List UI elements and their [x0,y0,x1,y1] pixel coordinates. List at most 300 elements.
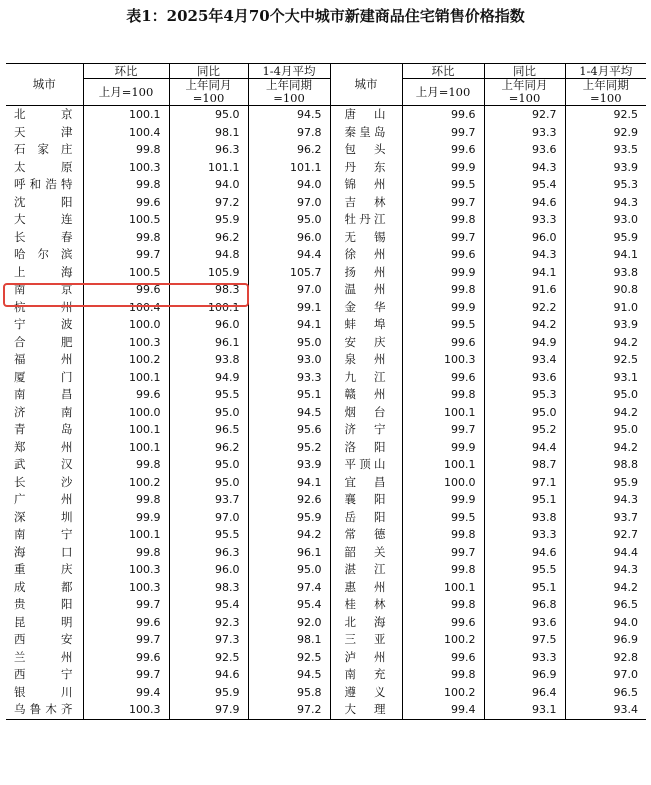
cell-right-yoy: 94.6 [484,194,565,212]
table-row [6,526,646,544]
cell-right-city: 烟台 [330,404,402,422]
cell-left-city: 重庆 [14,562,73,577]
cell-right-city: 泉州 [330,351,402,369]
subheader-avg-left: 上年同期 =100 [248,79,330,106]
cell-left-avg: 94.4 [248,246,330,264]
cell-left-mom: 99.9 [83,509,169,527]
cell-right-mom: 99.7 [402,194,484,212]
cell-left-city: 银川 [14,684,73,699]
cell-left-avg: 96.0 [248,229,330,247]
cell-right-avg: 93.9 [565,159,646,177]
table-row [6,264,646,282]
cell-left-yoy: 95.9 [169,684,248,702]
cell-right-city: 常德 [330,526,402,544]
cell-left-city: 郑州 [14,439,73,454]
cell-left-city: 深圳 [14,509,73,524]
cell-right-avg: 94.3 [565,491,646,509]
cell-left-mom: 100.3 [83,159,169,177]
cell-left-avg: 95.0 [248,561,330,579]
cell-left-yoy: 95.5 [169,526,248,544]
cell-left-mom: 100.2 [83,474,169,492]
cell-left-mom: 100.3 [83,561,169,579]
cell-left-mom: 100.0 [83,404,169,422]
cell-right-mom: 99.8 [402,596,484,614]
cell-right-city: 洛阳 [330,439,402,457]
cell-left-avg: 92.0 [248,614,330,632]
cell-right-avg: 94.0 [565,614,646,632]
cell-left-avg: 97.8 [248,124,330,142]
cell-right-mom: 100.2 [402,684,484,702]
cell-left-avg: 95.4 [248,596,330,614]
cell-left-mom: 100.3 [83,579,169,597]
cell-left-yoy: 92.3 [169,614,248,632]
cell-right-city: 丹东 [330,159,402,177]
table-row [6,176,646,194]
cell-left-yoy: 93.7 [169,491,248,509]
subheader-yoy-left: 上年同月 =100 [169,79,248,106]
cell-left-yoy: 93.8 [169,351,248,369]
cell-left-mom: 100.1 [83,106,169,124]
cell-left-mom: 99.8 [83,176,169,194]
cell-right-mom: 100.3 [402,351,484,369]
cell-right-city: 南充 [330,666,402,684]
header-mom-right: 环比 [402,64,484,79]
cell-right-mom: 99.8 [402,526,484,544]
cell-left-mom: 99.7 [83,246,169,264]
cell-left-mom: 100.2 [83,351,169,369]
cell-right-avg: 97.0 [565,666,646,684]
cell-right-city: 安庆 [330,334,402,352]
cell-right-avg: 94.4 [565,544,646,562]
cell-right-yoy: 95.5 [484,561,565,579]
table-row [6,666,646,684]
cell-right-city: 平顶山 [330,456,402,474]
cell-left-city: 沈阳 [14,194,73,209]
table-row [6,561,646,579]
cell-right-yoy: 92.7 [484,106,565,124]
cell-right-avg: 92.8 [565,649,646,667]
header-avg-left: 1-4月平均 [248,64,330,79]
cell-left-avg: 94.5 [248,666,330,684]
cell-right-avg: 95.0 [565,421,646,439]
cell-right-city: 大理 [330,701,402,719]
header-city-right: 城市 [330,64,402,106]
table-row [6,124,646,142]
cell-left-mom: 99.6 [83,194,169,212]
cell-left-mom: 100.5 [83,264,169,282]
cell-left-yoy: 101.1 [169,159,248,177]
cell-right-mom: 99.9 [402,439,484,457]
cell-left-avg: 96.2 [248,141,330,159]
cell-left-mom: 100.1 [83,526,169,544]
cell-right-yoy: 94.2 [484,316,565,334]
cell-left-avg: 94.0 [248,176,330,194]
cell-left-yoy: 98.3 [169,281,248,299]
cell-right-mom: 99.7 [402,124,484,142]
cell-right-yoy: 93.4 [484,351,565,369]
cell-right-city: 唐山 [330,106,402,124]
cell-right-city: 桂林 [330,596,402,614]
cell-right-city: 金华 [330,299,402,317]
table-row [6,369,646,387]
header-city-left: 城市 [6,64,83,106]
table-row [6,596,646,614]
table-row [6,386,646,404]
cell-right-mom: 100.2 [402,631,484,649]
cell-left-avg: 101.1 [248,159,330,177]
table-row [6,474,646,492]
cell-right-avg: 93.0 [565,211,646,229]
cell-left-avg: 99.1 [248,299,330,317]
cell-right-mom: 99.6 [402,369,484,387]
cell-right-avg: 96.9 [565,631,646,649]
cell-right-city: 秦皇岛 [330,124,402,142]
cell-right-avg: 94.3 [565,194,646,212]
cell-left-yoy: 97.0 [169,509,248,527]
cell-right-yoy: 96.0 [484,229,565,247]
cell-left-city: 杭州 [14,299,73,314]
cell-right-avg: 93.7 [565,509,646,527]
cell-right-mom: 99.9 [402,491,484,509]
cell-left-city: 厦门 [14,369,73,384]
cell-right-mom: 99.8 [402,281,484,299]
cell-left-city: 哈尔滨 [14,247,73,262]
cell-left-city: 南京 [14,282,73,297]
cell-right-mom: 99.5 [402,316,484,334]
cell-right-mom: 99.7 [402,421,484,439]
cell-left-yoy: 95.0 [169,456,248,474]
cell-left-city: 福州 [14,352,73,367]
subheader-yoy-right: 上年同月 =100 [484,79,565,106]
price-index-table [6,63,646,720]
cell-left-avg: 97.0 [248,194,330,212]
table-row [6,684,646,702]
cell-left-mom: 100.1 [83,421,169,439]
table-row [6,404,646,422]
cell-right-city: 锦州 [330,176,402,194]
table-row [6,334,646,352]
cell-right-city: 三亚 [330,631,402,649]
cell-right-city: 遵义 [330,684,402,702]
subheader-mom-right: 上月=100 [402,79,484,106]
cell-right-avg: 96.5 [565,596,646,614]
cell-right-city: 蚌埠 [330,316,402,334]
cell-left-mom: 99.6 [83,614,169,632]
cell-right-mom: 100.1 [402,579,484,597]
cell-left-mom: 99.8 [83,544,169,562]
cell-left-mom: 100.3 [83,701,169,719]
cell-right-avg: 94.2 [565,579,646,597]
cell-right-avg: 94.2 [565,404,646,422]
table-row [6,159,646,177]
cell-left-avg: 94.2 [248,526,330,544]
cell-left-city: 南昌 [14,387,73,402]
cell-left-mom: 99.6 [83,386,169,404]
cell-left-avg: 94.1 [248,316,330,334]
cell-left-yoy: 96.2 [169,229,248,247]
table-row [6,491,646,509]
table-row [6,544,646,562]
cell-left-city: 西宁 [14,667,73,682]
cell-right-mom: 99.8 [402,211,484,229]
cell-right-city: 牡丹江 [330,211,402,229]
cell-right-avg: 94.2 [565,334,646,352]
cell-left-avg: 97.0 [248,281,330,299]
cell-right-avg: 95.3 [565,176,646,194]
cell-left-yoy: 92.5 [169,649,248,667]
cell-left-yoy: 98.3 [169,579,248,597]
table-row [6,351,646,369]
cell-left-yoy: 96.5 [169,421,248,439]
cell-left-yoy: 95.5 [169,386,248,404]
cell-right-yoy: 95.4 [484,176,565,194]
cell-right-avg: 92.5 [565,351,646,369]
table-row [6,456,646,474]
cell-left-mom: 99.7 [83,596,169,614]
cell-right-city: 湛江 [330,561,402,579]
table-row [6,509,646,527]
table-row [6,106,646,124]
cell-right-yoy: 94.9 [484,334,565,352]
table-row [6,614,646,632]
cell-left-city: 呼和浩特 [14,177,73,192]
cell-left-yoy: 96.3 [169,544,248,562]
cell-right-yoy: 96.4 [484,684,565,702]
cell-right-yoy: 93.3 [484,649,565,667]
table-row [6,421,646,439]
cell-left-city: 昆明 [14,614,73,629]
cell-right-mom: 99.9 [402,299,484,317]
cell-right-avg: 92.7 [565,526,646,544]
cell-right-yoy: 95.1 [484,491,565,509]
cell-right-mom: 99.6 [402,106,484,124]
cell-left-mom: 100.4 [83,299,169,317]
cell-left-avg: 92.6 [248,491,330,509]
table-row [6,649,646,667]
cell-right-yoy: 97.5 [484,631,565,649]
cell-right-yoy: 94.3 [484,159,565,177]
cell-right-yoy: 96.8 [484,596,565,614]
cell-right-city: 徐州 [330,246,402,264]
cell-right-avg: 92.9 [565,124,646,142]
cell-right-mom: 99.6 [402,614,484,632]
cell-left-avg: 94.5 [248,404,330,422]
cell-left-city: 乌鲁木齐 [6,701,83,719]
header-mom-left: 环比 [83,64,169,79]
cell-left-avg: 93.9 [248,456,330,474]
cell-left-avg: 93.3 [248,369,330,387]
cell-left-yoy: 96.0 [169,316,248,334]
cell-left-yoy: 98.1 [169,124,248,142]
cell-left-avg: 97.4 [248,579,330,597]
cell-left-city: 贵阳 [14,597,73,612]
cell-right-avg: 96.5 [565,684,646,702]
cell-right-yoy: 95.2 [484,421,565,439]
cell-right-mom: 100.1 [402,456,484,474]
cell-right-city: 吉林 [330,194,402,212]
cell-left-mom: 99.8 [83,491,169,509]
cell-right-mom: 100.0 [402,474,484,492]
cell-left-avg: 96.1 [248,544,330,562]
cell-right-mom: 99.6 [402,141,484,159]
cell-right-avg: 95.0 [565,386,646,404]
cell-right-mom: 99.8 [402,666,484,684]
table-body [6,106,646,720]
cell-left-city: 济南 [14,404,73,419]
cell-right-mom: 99.8 [402,386,484,404]
cell-right-mom: 99.4 [402,701,484,719]
cell-right-avg: 93.9 [565,316,646,334]
cell-left-mom: 100.3 [83,334,169,352]
cell-left-mom: 99.6 [83,281,169,299]
cell-right-yoy: 95.0 [484,404,565,422]
cell-left-avg: 95.6 [248,421,330,439]
cell-left-mom: 99.8 [83,141,169,159]
cell-right-avg: 94.1 [565,246,646,264]
cell-right-yoy: 93.3 [484,124,565,142]
table-row [6,631,646,649]
cell-left-avg: 95.9 [248,509,330,527]
cell-left-city: 长沙 [14,474,73,489]
cell-left-mom: 99.7 [83,631,169,649]
cell-right-yoy: 97.1 [484,474,565,492]
cell-left-city: 兰州 [14,649,73,664]
cell-left-avg: 97.2 [248,701,330,719]
cell-left-avg: 95.2 [248,439,330,457]
cell-left-yoy: 95.0 [169,106,248,124]
cell-left-yoy: 96.0 [169,561,248,579]
cell-right-yoy: 92.2 [484,299,565,317]
cell-right-yoy: 93.6 [484,369,565,387]
table-row [6,299,646,317]
cell-right-yoy: 93.6 [484,141,565,159]
cell-left-yoy: 95.0 [169,404,248,422]
header-yoy-left: 同比 [169,64,248,79]
table-row [6,229,646,247]
cell-right-yoy: 98.7 [484,456,565,474]
cell-left-yoy: 97.9 [169,701,248,719]
cell-left-avg: 105.7 [248,264,330,282]
cell-left-avg: 92.5 [248,649,330,667]
cell-right-mom: 99.6 [402,334,484,352]
cell-right-mom: 100.1 [402,404,484,422]
cell-right-yoy: 95.3 [484,386,565,404]
cell-left-avg: 95.1 [248,386,330,404]
cell-left-city: 北京 [14,107,73,122]
cell-left-yoy: 94.6 [169,666,248,684]
cell-left-yoy: 94.8 [169,246,248,264]
cell-left-city: 上海 [14,264,73,279]
cell-right-city: 襄阳 [330,491,402,509]
cell-left-yoy: 97.3 [169,631,248,649]
cell-right-avg: 93.5 [565,141,646,159]
cell-left-mom: 99.6 [83,649,169,667]
cell-right-avg: 90.8 [565,281,646,299]
cell-left-city: 南宁 [14,527,73,542]
cell-right-avg: 94.3 [565,561,646,579]
cell-left-mom: 100.0 [83,316,169,334]
cell-left-mom: 99.8 [83,456,169,474]
cell-right-yoy: 93.3 [484,211,565,229]
table-row [6,316,646,334]
cell-right-yoy: 94.3 [484,246,565,264]
cell-left-yoy: 96.3 [169,141,248,159]
cell-right-mom: 99.8 [402,561,484,579]
table-row [6,141,646,159]
cell-right-city: 北海 [330,614,402,632]
cell-left-yoy: 95.9 [169,211,248,229]
cell-right-yoy: 96.9 [484,666,565,684]
cell-left-avg: 98.1 [248,631,330,649]
cell-right-yoy: 91.6 [484,281,565,299]
cell-right-city: 宜昌 [330,474,402,492]
cell-right-yoy: 93.3 [484,526,565,544]
cell-right-mom: 99.6 [402,649,484,667]
cell-left-mom: 99.7 [83,666,169,684]
cell-left-yoy: 96.1 [169,334,248,352]
cell-left-yoy: 100.1 [169,299,248,317]
cell-right-city: 泸州 [330,649,402,667]
cell-right-avg: 95.9 [565,474,646,492]
cell-right-mom: 99.9 [402,264,484,282]
table-row [6,211,646,229]
cell-right-yoy: 94.4 [484,439,565,457]
cell-left-mom: 100.1 [83,369,169,387]
cell-left-city: 天津 [14,124,73,139]
cell-left-mom: 99.8 [83,229,169,247]
cell-right-mom: 99.9 [402,159,484,177]
cell-left-city: 成都 [14,579,73,594]
cell-left-avg: 95.0 [248,334,330,352]
cell-left-yoy: 95.4 [169,596,248,614]
cell-right-city: 扬州 [330,264,402,282]
cell-left-mom: 99.4 [83,684,169,702]
cell-right-city: 济宁 [330,421,402,439]
cell-right-city: 温州 [330,281,402,299]
cell-left-mom: 100.5 [83,211,169,229]
cell-right-yoy: 93.8 [484,509,565,527]
cell-right-city: 包头 [330,141,402,159]
table-row [6,579,646,597]
cell-left-avg: 94.1 [248,474,330,492]
cell-left-yoy: 105.9 [169,264,248,282]
cell-left-city: 青岛 [14,422,73,437]
cell-right-yoy: 94.6 [484,544,565,562]
cell-left-city: 宁波 [14,317,73,332]
cell-right-avg: 95.9 [565,229,646,247]
cell-left-yoy: 96.2 [169,439,248,457]
subheader-mom-left: 上月=100 [83,79,169,106]
cell-left-city: 海口 [14,544,73,559]
cell-right-mom: 99.7 [402,544,484,562]
cell-left-yoy: 94.0 [169,176,248,194]
cell-left-city: 长春 [14,229,73,244]
cell-right-city: 惠州 [330,579,402,597]
table-row [6,439,646,457]
cell-right-yoy: 95.1 [484,579,565,597]
cell-left-city: 石家庄 [14,142,73,157]
cell-right-city: 无锡 [330,229,402,247]
cell-left-yoy: 94.9 [169,369,248,387]
cell-right-city: 九江 [330,369,402,387]
cell-right-city: 岳阳 [330,509,402,527]
header-avg-right: 1-4月平均 [565,64,646,79]
cell-left-city: 广州 [14,492,73,507]
cell-left-city: 武汉 [14,457,73,472]
cell-right-avg: 93.1 [565,369,646,387]
cell-right-mom: 99.7 [402,229,484,247]
cell-left-avg: 95.0 [248,211,330,229]
